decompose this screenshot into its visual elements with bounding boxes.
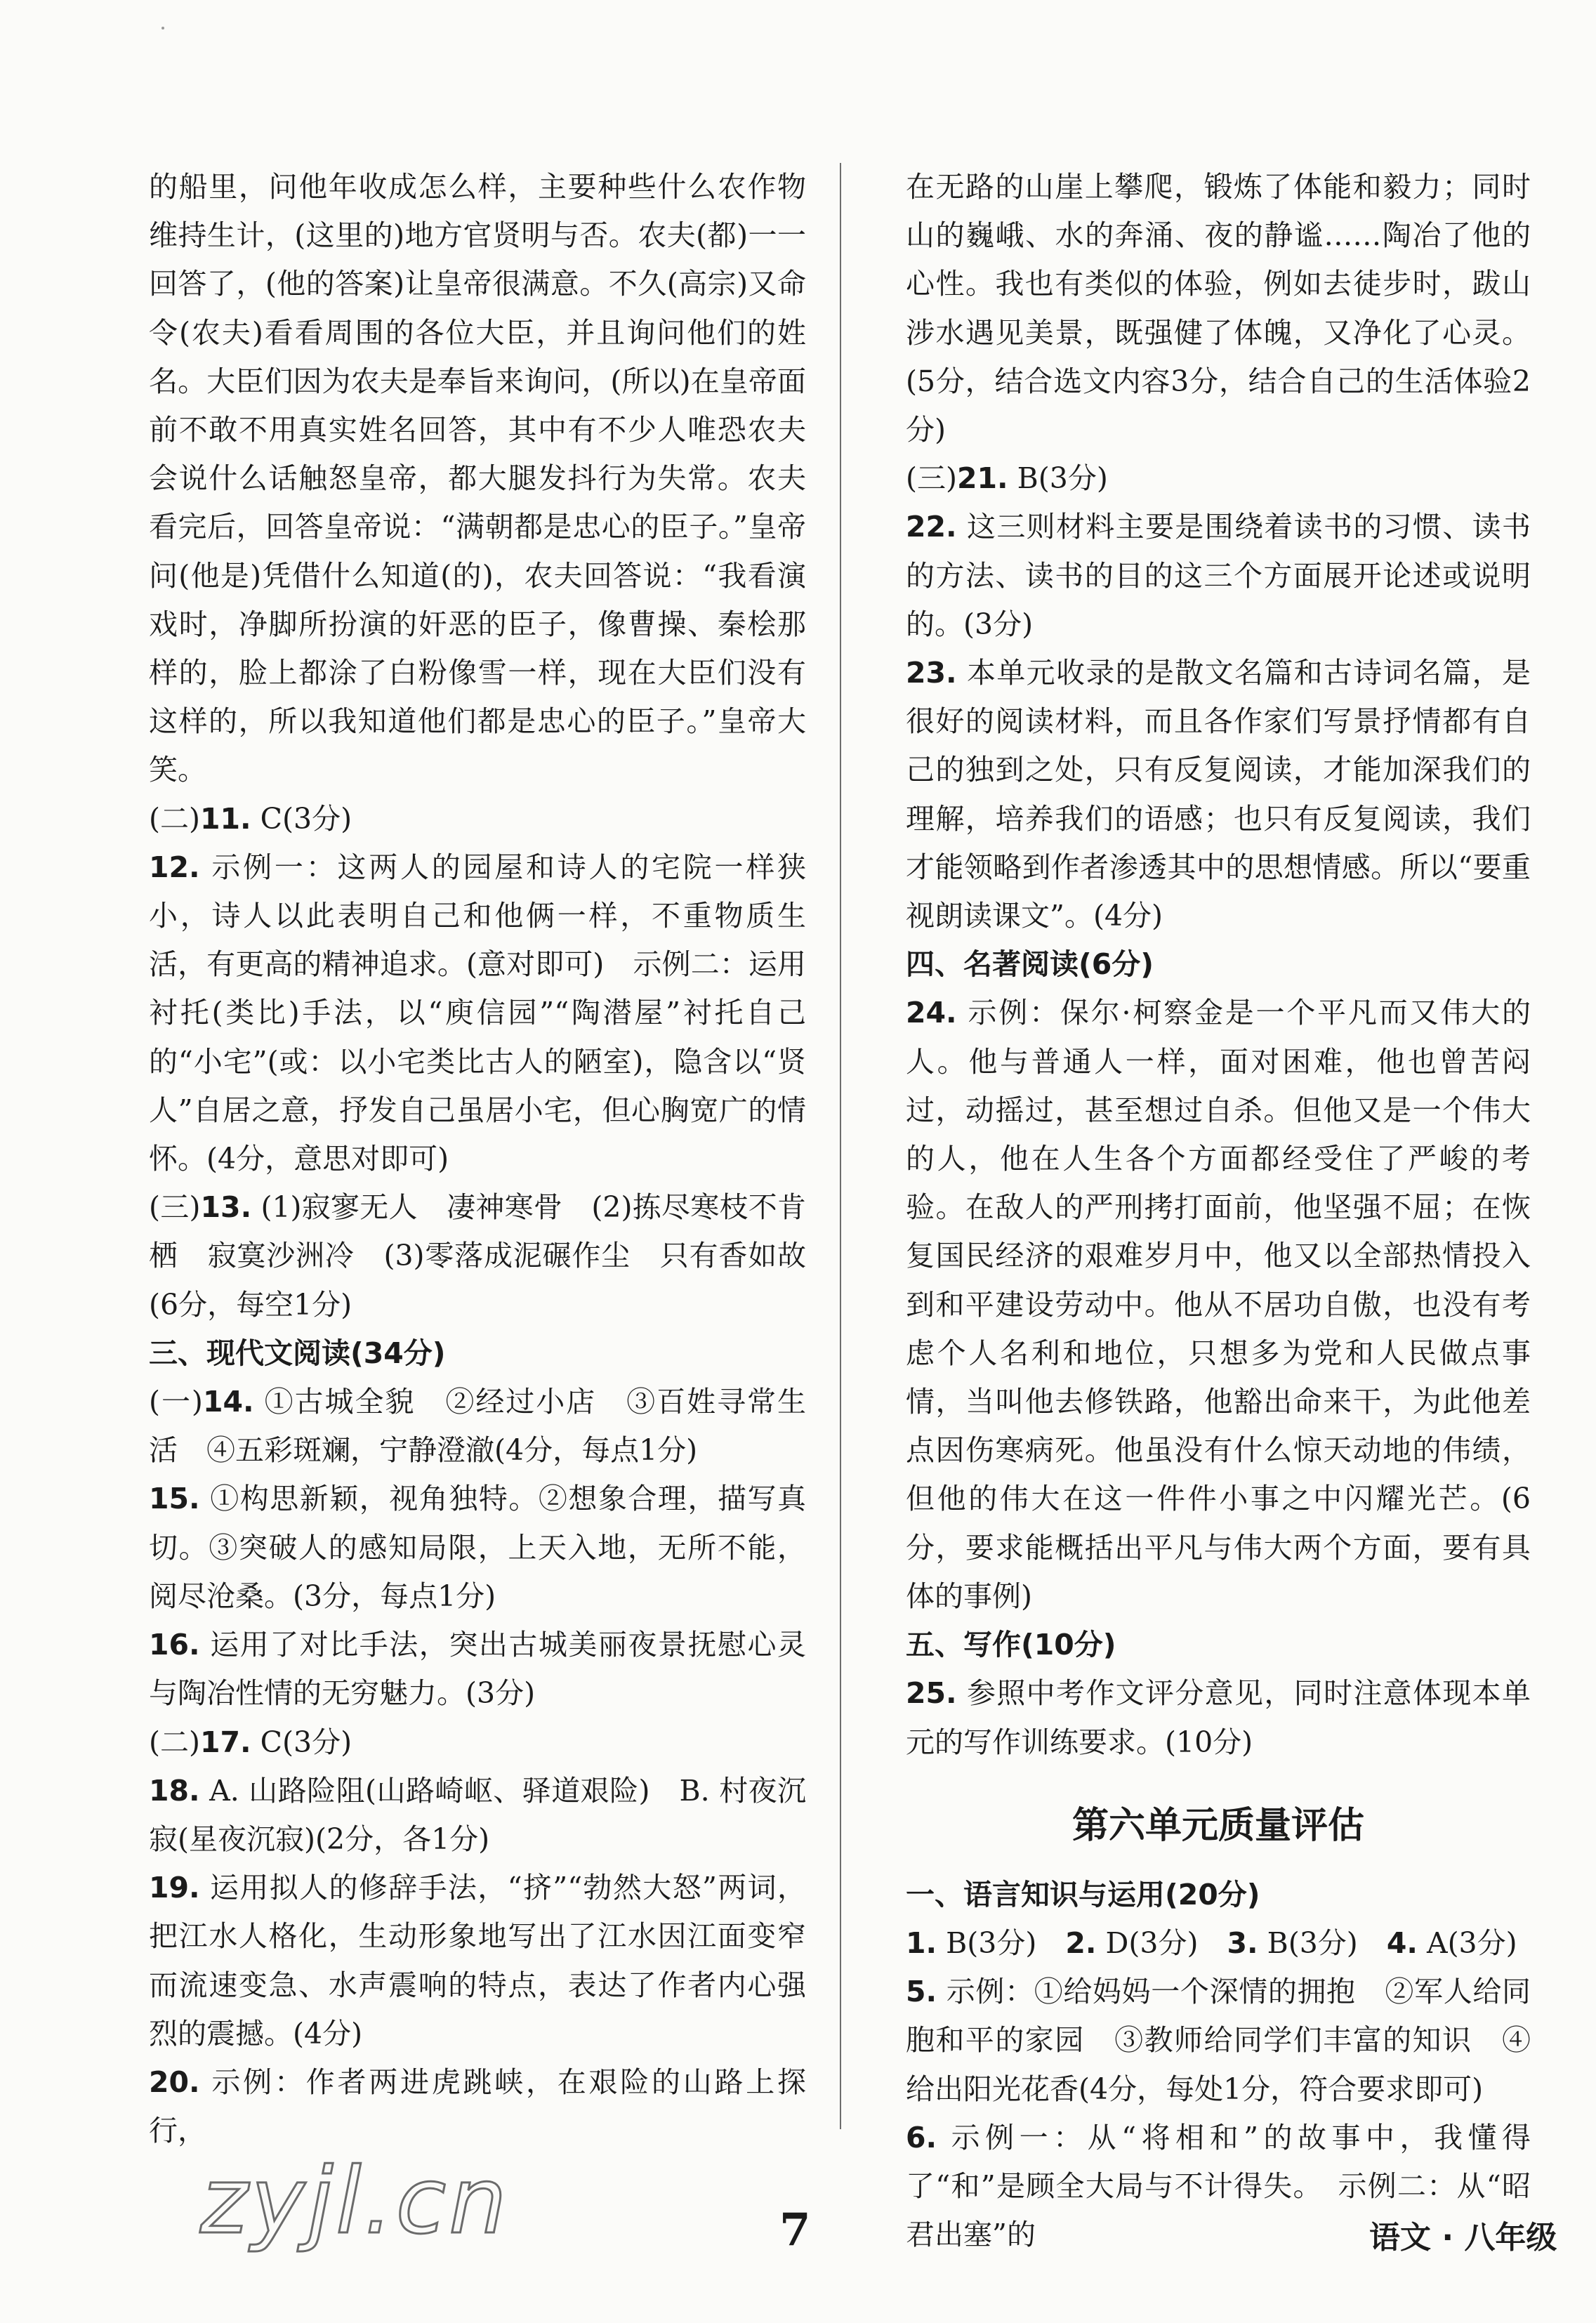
answer-text: B(3分) bbox=[1008, 461, 1108, 496]
answer-text: 示例：①给妈妈一个深情的拥抱 ②军人给同胞和平的家园 ③教师给同学们丰富的知识 ④给出阳光花香(4分，每处1分，符合要求即可) bbox=[906, 1975, 1531, 2106]
answer-paragraph bbox=[906, 1669, 1531, 1766]
answer-text: A(3分) bbox=[1417, 1926, 1517, 1960]
answer-paragraph bbox=[149, 795, 806, 843]
question-number: 22. bbox=[906, 510, 957, 544]
question-number: 6. bbox=[906, 2120, 937, 2154]
answer-text: (1)寂寥无人 凄神寒骨 (2)拣尽寒枝不肯栖 寂寞沙洲冷 (3)零落成泥碾作尘 只有香如故(6分，每空1分) bbox=[149, 1190, 806, 1322]
question-number: 3. bbox=[1227, 1926, 1258, 1960]
column-divider bbox=[840, 163, 841, 2129]
question-number: 5. bbox=[906, 1975, 937, 2009]
subpart-label: (二) bbox=[149, 801, 200, 836]
answer-paragraph bbox=[149, 1767, 806, 1864]
question-number: 12. bbox=[149, 850, 200, 884]
answer-text: 在无路的山崖上攀爬，锻炼了体能和毅力；同时山的巍峨、水的奔涌、夜的静谧……陶冶了他的心性。我也有类似的体验，例如去徒步时，跋山涉水遇见美景，既强健了体魄，又净化了心灵。(5分，结合选文内容3分，结合自己的生活体验2分) bbox=[906, 170, 1531, 447]
answer-text: ①古城全貌 ②经过小店 ③百姓寻常生活 ④五彩斑斓，宁静澄澈(4分，每点1分) bbox=[149, 1385, 807, 1468]
question-number: 19. bbox=[149, 1871, 200, 1905]
answer-text: D(3分) bbox=[1096, 1926, 1227, 1960]
watermark-logo: zyjl.cn bbox=[200, 2147, 510, 2254]
answer-paragraph bbox=[149, 2058, 806, 2155]
answer-text: A. 山路险阻(山路崎岖、驿道艰险) B. 村夜沉寂(星夜沉寂)(2分，各1分) bbox=[149, 1773, 806, 1856]
answer-paragraph bbox=[149, 843, 806, 1183]
question-number: 25. bbox=[906, 1676, 957, 1711]
answer-text: B(3分) bbox=[1258, 1926, 1387, 1960]
question-number: 23. bbox=[906, 656, 957, 690]
answer-paragraph bbox=[906, 1968, 1531, 2114]
answer-paragraph bbox=[149, 1621, 806, 1718]
section-heading: 五、写作(10分) bbox=[906, 1628, 1116, 1662]
answer-paragraph bbox=[149, 1718, 806, 1767]
question-number: 15. bbox=[149, 1482, 200, 1516]
answer-text: 这三则材料主要是围绕着读书的习惯、读书的方法、读书的目的这三个方面展开论述或说明的。(3分) bbox=[906, 510, 1531, 641]
answer-text: ①构思新颖，视角独特。②想象合理，描写真切。③突破人的感知局限，上天入地，无所不能，阅尽沧桑。(3分，每点1分) bbox=[149, 1482, 806, 1613]
page-number: 7 bbox=[779, 2204, 811, 2256]
question-number: 18. bbox=[149, 1773, 200, 1808]
scan-speck bbox=[161, 27, 164, 29]
question-number: 13. bbox=[200, 1190, 252, 1225]
answer-text: 示例：作者两进虎跳峡，在艰险的山路上探行， bbox=[149, 2065, 806, 2148]
question-number: 16. bbox=[149, 1628, 200, 1662]
left-column bbox=[149, 163, 806, 2155]
question-number: 21. bbox=[957, 461, 1008, 496]
answer-paragraph bbox=[906, 163, 1531, 454]
answer-paragraph bbox=[906, 454, 1531, 503]
answer-text: 的船里，问他年收成怎么样，主要种些什么农作物维持生计，(这里的)地方官贤明与否。农夫(都)一一回答了，(他的答案)让皇帝很满意。不久(高宗)又命令(农夫)看看周围的各位大臣，并且询问他们的姓名。大臣们因为农夫是奉旨来询问，(所以)在皇帝面前不敢不用真实姓名回答，其中有不少人唯恐农夫会说什么话触怒皇帝，都大腿发抖行为失常。农夫看完后，回答皇帝说：“满朝都是忠心的臣子。”皇帝问(他是)凭借什么知道(的)，农夫回答说：“我看演戏时，净脚所扮演的奸恶的臣子，像曹操、秦桧那样的，脸上都涂了白粉像雪一样，现在大臣们没有这样的，所以我知道他们都是忠心的臣子。”皇帝大笑。 bbox=[149, 170, 806, 787]
answer-text: 运用了对比手法，突出古城美丽夜景抚慰心灵与陶冶性情的无穷魅力。(3分) bbox=[149, 1628, 806, 1711]
question-number: 24. bbox=[906, 996, 957, 1030]
answer-text: 示例一：从“将相和”的故事中，我懂得了“和”是顾全大局与不计得失。 示例二：从“昭君出塞”的 bbox=[906, 2120, 1531, 2252]
question-number: 2. bbox=[1065, 1926, 1097, 1960]
answer-paragraph bbox=[906, 649, 1531, 940]
section-heading: 一、语言知识与运用(20分) bbox=[906, 1877, 1260, 1911]
subpart-label: (三) bbox=[906, 461, 957, 496]
section-heading: 三、现代文阅读(34分) bbox=[149, 1336, 446, 1370]
answer-text: C(3分) bbox=[251, 801, 352, 836]
answer-text: 示例一：这两人的园屋和诗人的宅院一样狭小，诗人以此表明自己和他俩一样，不重物质生活，有更高的精神追求。(意对即可) 示例二：运用衬托(类比)手法，以“庾信园”“陶潜屋”衬托自己的“小宅”(或：以小宅类比古人的陋室)，隐含以“贤人”自居之意，抒发自己虽居小宅，但心胸宽广的情怀。(4分，意思对即可) bbox=[149, 850, 806, 1176]
subpart-label: (一) bbox=[149, 1385, 203, 1419]
subpart-label: (三) bbox=[149, 1190, 201, 1225]
question-number: 11. bbox=[200, 801, 251, 836]
answer-text: 示例：保尔·柯察金是一个平凡而又伟大的人。他与普通人一样，面对困难，他也曾苦闷过，动摇过，甚至想过自杀。但他又是一个伟大的人，他在人生各个方面都经受住了严峻的考验。在敌人的严刑拷打面前，他坚强不屈；在恢复国民经济的艰难岁月中，他又以全部热情投入到和平建设劳动中。他从不居功自傲，也没有考虑个人名利和地位，只想多为党和人民做点事情，当叫他去修铁路，他豁出命来干，为此他差点因伤寒病死。他虽没有什么惊天动地的伟绩，但他的伟大在这一件件小事之中闪耀光芒。(6分，要求能概括出平凡与伟大两个方面，要有具体的事例) bbox=[906, 996, 1531, 1613]
answer-text: 参照中考作文评分意见，同时注意体现本单元的写作训练要求。(10分) bbox=[906, 1676, 1531, 1759]
section-heading: 四、名著阅读(6分) bbox=[906, 947, 1154, 982]
question-number: 1. bbox=[906, 1926, 937, 1960]
subpart-label: (二) bbox=[149, 1725, 200, 1759]
answer-paragraph bbox=[906, 503, 1531, 649]
answer-paragraph bbox=[149, 163, 806, 795]
question-number: 20. bbox=[149, 2065, 200, 2099]
answer-paragraph bbox=[906, 989, 1531, 1621]
question-number: 14. bbox=[202, 1385, 254, 1419]
question-number: 4. bbox=[1386, 1926, 1418, 1960]
right-column bbox=[906, 163, 1531, 2259]
answer-paragraph bbox=[906, 1919, 1531, 1968]
question-number: 17. bbox=[200, 1725, 251, 1759]
subject-grade-label: 语文 · 八年级 bbox=[1369, 2220, 1557, 2256]
answer-text: C(3分) bbox=[251, 1725, 352, 1759]
answer-text: 本单元收录的是散文名篇和古诗词名篇，是很好的阅读材料，而且各作家们写景抒情都有自己的独到之处，只有反复阅读，才能加深我们的理解，培养我们的语感；也只有反复阅读，我们才能领略到作者渗透其中的思想情感。所以“要重视朗读课文”。(4分) bbox=[906, 656, 1531, 933]
answer-paragraph bbox=[149, 1864, 806, 2058]
answer-paragraph bbox=[149, 1378, 806, 1475]
answer-text: 运用拟人的修辞手法，“挤”“勃然大怒”两词，把江水人格化，生动形象地写出了江水因江面变窄而流速变急、水声震响的特点，表达了作者内心强烈的震撼。(4分) bbox=[149, 1871, 806, 2051]
unit-title: 第六单元质量评估 bbox=[1071, 1804, 1364, 1847]
answer-paragraph bbox=[149, 1475, 806, 1621]
answer-text: B(3分) bbox=[937, 1926, 1066, 1960]
answer-paragraph bbox=[149, 1183, 806, 1329]
